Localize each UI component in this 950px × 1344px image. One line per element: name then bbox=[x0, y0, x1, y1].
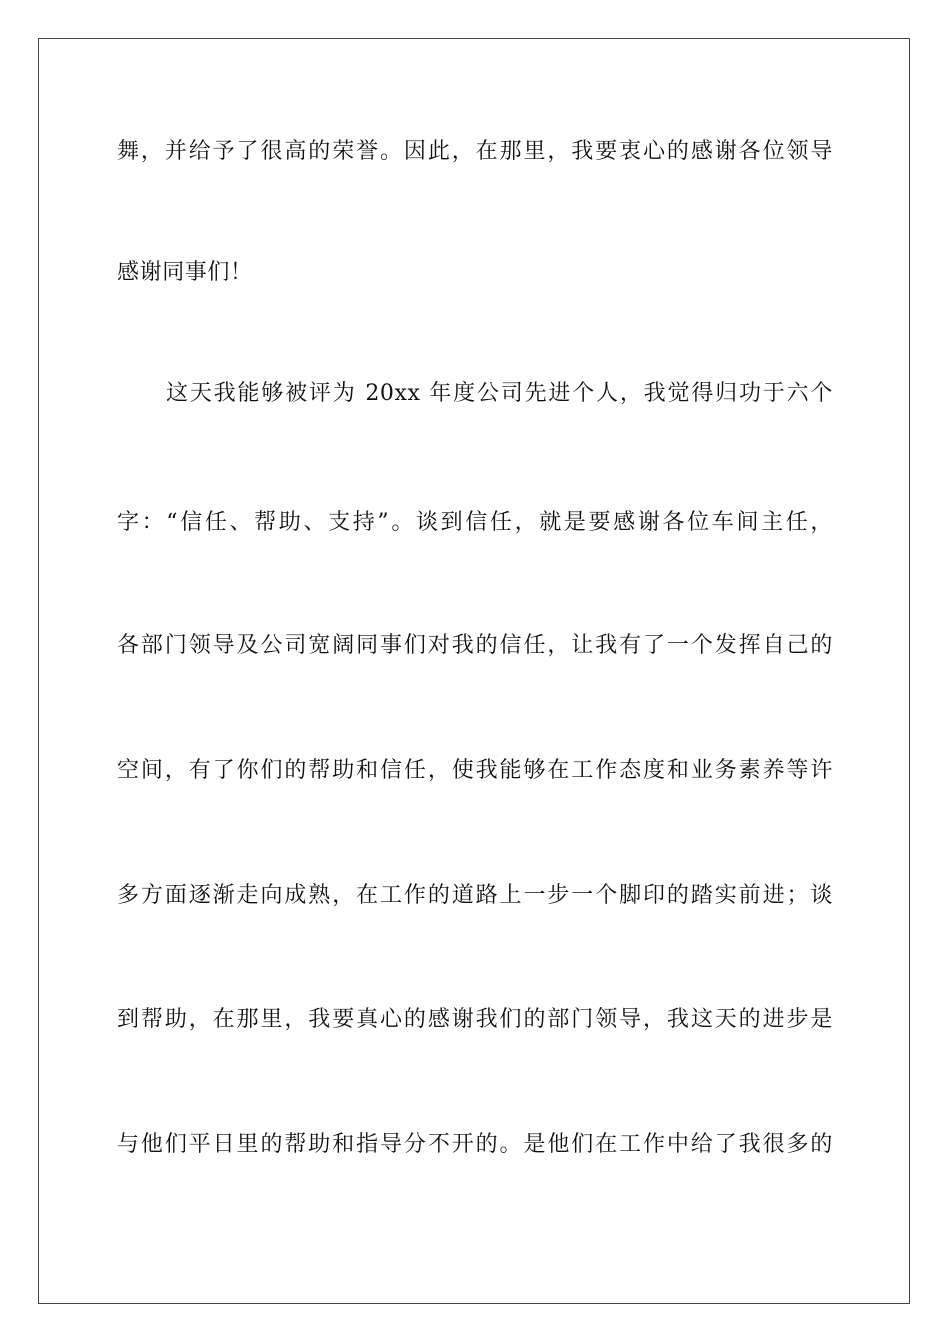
body-text-line: 字：“信任、帮助、支持”。谈到信任，就是要感谢各位车间主任， bbox=[117, 510, 833, 535]
body-text-line: 空间，有了你们的帮助和信任，使我能够在工作态度和业务素养等许 bbox=[117, 758, 833, 783]
body-text-line: 舞，并给予了很高的荣誉。因此，在那里，我要衷心的感谢各位领导 bbox=[117, 139, 833, 164]
body-text-line: 多方面逐渐走向成熟，在工作的道路上一步一个脚印的踏实前进；谈 bbox=[117, 883, 833, 908]
body-text-line: 各部门领导及公司宽阔同事们对我的信任，让我有了一个发挥自己的 bbox=[117, 633, 833, 658]
body-text-line: 这天我能够被评为 20xx 年度公司先进个人，我觉得归功于六个 bbox=[166, 381, 833, 406]
page-frame bbox=[38, 38, 910, 1304]
body-text-line: 到帮助，在那里，我要真心的感谢我们的部门领导，我这天的进步是 bbox=[117, 1007, 833, 1032]
body-text-line: 与他们平日里的帮助和指导分不开的。是他们在工作中给了我很多的 bbox=[117, 1132, 833, 1157]
body-text-line: 感谢同事们！ bbox=[117, 260, 253, 285]
